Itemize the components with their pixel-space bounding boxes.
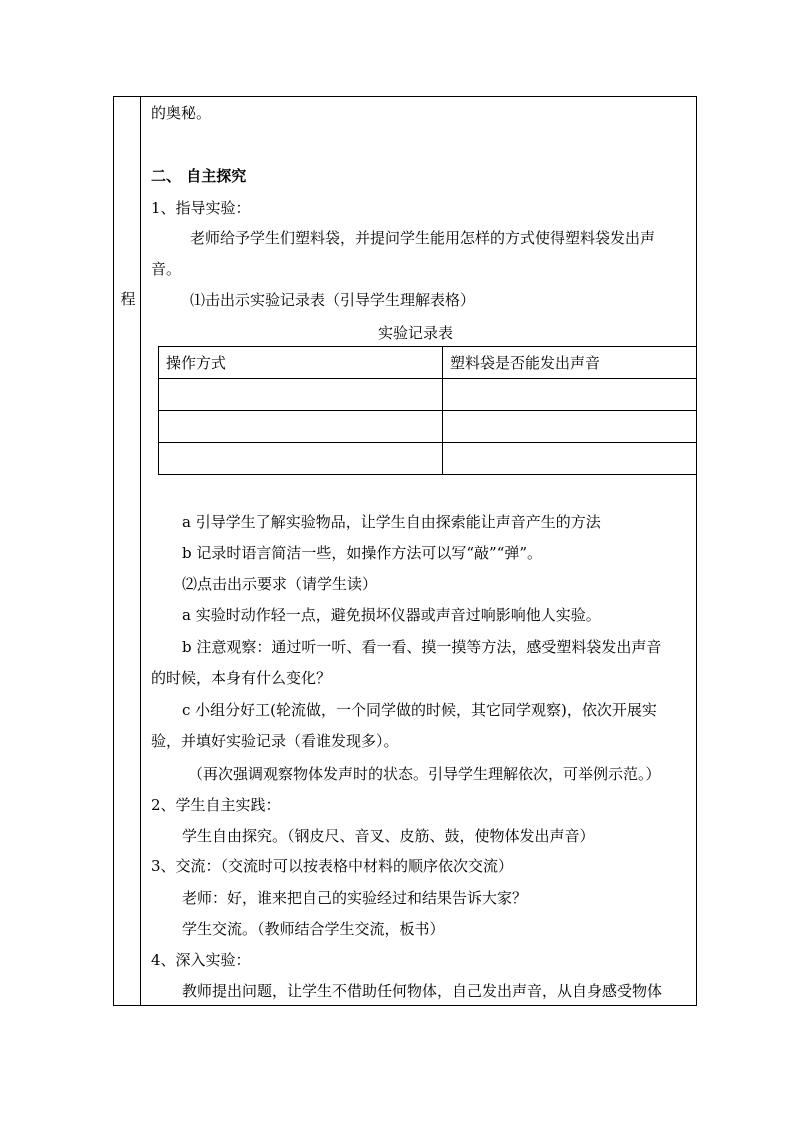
table-cell <box>159 411 443 443</box>
table-cell <box>443 379 697 411</box>
text-line: b 注意观察：通过听一听、看一看、摸一摸等方法，感受塑料袋发出声音 <box>182 638 662 656</box>
table-row <box>159 379 697 411</box>
text-line: c 小组分好工(轮流做，一个同学做的时候，其它同学观察)，依次开展实 <box>182 701 657 719</box>
text-line: 4、深入实验： <box>151 951 251 969</box>
text-line: ⑵点击出示要求（请学生读） <box>182 575 378 593</box>
text-line: 学生交流。（教师结合学生交流，板书） <box>182 920 445 938</box>
table-row <box>159 411 697 443</box>
text-line: 1、指导实验： <box>151 199 251 217</box>
text-line: 的时候，本身有什么变化？ <box>151 669 332 687</box>
text-line: a 引导学生了解实验物品，让学生自由探索能让声音产生的方法 <box>182 513 601 531</box>
table-cell <box>443 443 697 475</box>
text-line: 音。 <box>151 260 182 278</box>
table-row <box>159 443 697 475</box>
table-header-cell: 塑料袋是否能发出声音 <box>443 347 697 379</box>
text-line: 老师给予学生们塑料袋，并提问学生能用怎样的方式使得塑料袋发出声 <box>190 229 656 247</box>
table-header-row <box>159 347 697 379</box>
table-cell <box>159 443 443 475</box>
text-line: （再次强调观察物体发声时的状态。引导学生理解依次，可举例示范。） <box>188 765 661 783</box>
table-cell <box>159 379 443 411</box>
side-label: 程 <box>120 290 136 308</box>
text-line: 2、学生自主实践： <box>151 796 281 814</box>
experiment-record-table <box>158 346 697 475</box>
text-line: 的奥秘。 <box>151 104 212 122</box>
table-title: 实验记录表 <box>378 324 454 342</box>
text-line: a 实验时动作轻一点，避免损坏仪器或声音过响影响他人实验。 <box>182 606 601 624</box>
table-cell <box>443 411 697 443</box>
text-line: 教师提出问题，让学生不借助任何物体，自己发出声音，从自身感受物体 <box>182 982 663 1000</box>
text-line: 学生自由探究。（钢皮尺、音叉、皮筋、鼓，使物体发出声音） <box>182 827 595 845</box>
column-divider <box>140 96 141 1006</box>
table-header-cell: 操作方式 <box>159 347 443 379</box>
text-line: 老师：好，谁来把自己的实验经过和结果告诉大家？ <box>182 889 528 907</box>
text-line: 验，并填好实验记录（看谁发现多）。 <box>151 732 399 750</box>
text-line: ⑴击出示实验记录表（引导学生理解表格） <box>190 291 476 309</box>
text-line: b 记录时语言简洁一些，如操作方法可以写“敲”“弹”。 <box>182 544 543 562</box>
text-line: 3、交流：（交流时可以按表格中材料的顺序依次交流） <box>151 857 514 875</box>
section-heading: 二、 自主探究 <box>151 167 247 185</box>
